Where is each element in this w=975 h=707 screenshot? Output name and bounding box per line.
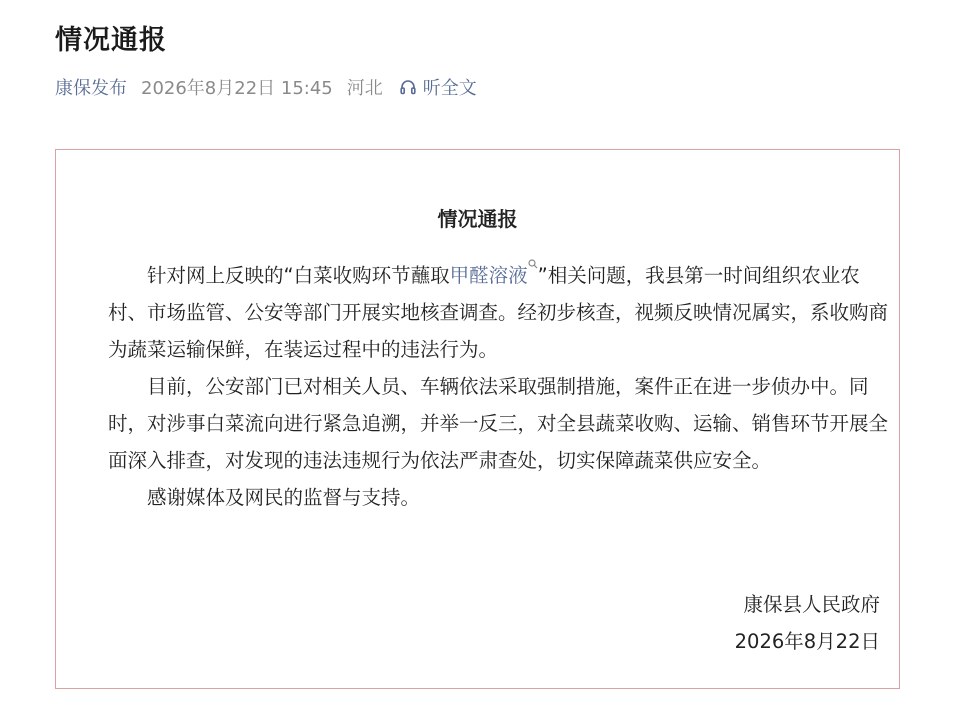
signature-org: 康保县人民政府 [743, 593, 880, 616]
signature-block [735, 586, 880, 660]
paragraph-2: 目前，公安部门已对相关人员、车辆依法采取强制措施，案件正在进一步侦办中。同时，对涉事白菜流向进行紧急追溯，并举一反三，对全县蔬菜收购、运输、销售环节开展全面深入排查，对发现的违法违规行为依法严肃查处，切实保障蔬菜供应安全。 [108, 375, 889, 472]
listen-full-text-button[interactable] [399, 74, 477, 100]
account-name-link[interactable]: 康保发布 [55, 78, 127, 99]
publish-location: 河北 [346, 78, 383, 99]
article-title: 情况通报 [55, 25, 167, 56]
paragraph-1-before: 针对网上反映的“白菜收购环节蘸取 [147, 264, 450, 287]
article-meta [55, 74, 477, 100]
headphones-icon [399, 78, 417, 96]
search-keyword-link[interactable]: 甲醛溶液 [449, 264, 528, 287]
publish-datetime: 2026年8月22日 15:45 [141, 78, 333, 99]
notice-body [108, 257, 888, 516]
search-icon[interactable] [528, 259, 538, 269]
paragraph-1-after: ”相关问题，我县第一时间组织农业农村、市场监管、公安等部门开展实地核查调查。经初步核查，视频反映情况属实，系收购商为蔬菜运输保鲜，在装运过程中的违法行为。 [108, 264, 889, 361]
signature-date: 2026年8月22日 [734, 630, 880, 653]
listen-label: 听全文 [422, 78, 477, 99]
notice-title: 情况通报 [437, 207, 518, 231]
paragraph-3: 感谢媒体及网民的监督与支持。 [147, 486, 421, 509]
notice-box [55, 149, 900, 689]
paragraph-1 [108, 257, 888, 368]
